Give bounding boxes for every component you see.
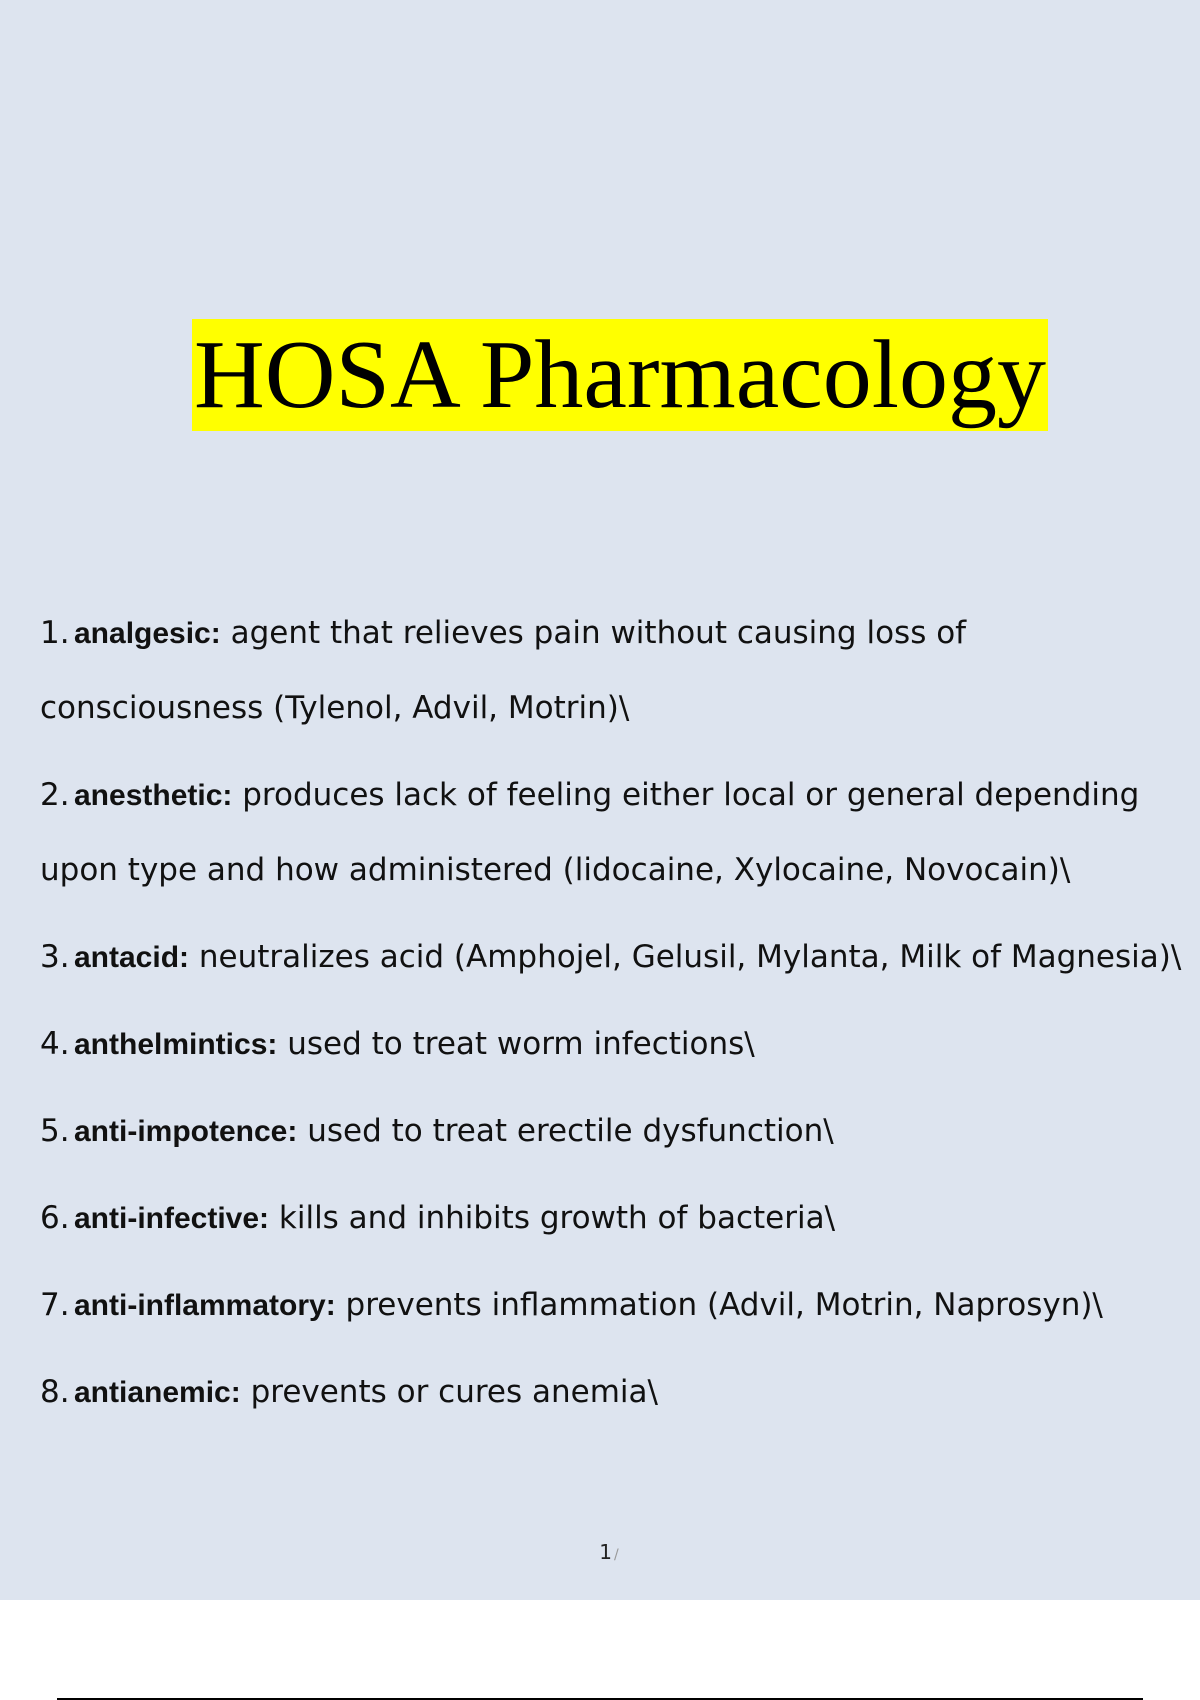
definition-list xyxy=(40,596,1190,1442)
item-number: 4. xyxy=(40,1026,70,1062)
page-number-value: 1 xyxy=(599,1540,612,1564)
item-definition: used to treat erectile dysfunction\ xyxy=(297,1113,834,1149)
item-number: 7. xyxy=(40,1287,70,1323)
list-item xyxy=(40,1268,1190,1343)
item-number: 5. xyxy=(40,1113,70,1149)
item-definition: prevents inflammation (Advil, Motrin, Naprosyn)\ xyxy=(335,1287,1103,1323)
list-item xyxy=(40,1007,1190,1082)
item-number: 1. xyxy=(40,615,70,651)
item-definition: agent that relieves pain without causing loss of consciousness (Tylenol, Advil, Motrin)\ xyxy=(40,615,967,726)
item-definition: kills and inhibits growth of bacteria\ xyxy=(269,1200,836,1236)
item-number: 3. xyxy=(40,939,70,975)
list-item xyxy=(40,596,1190,746)
list-item xyxy=(40,758,1190,908)
list-item xyxy=(40,1094,1190,1169)
title-container xyxy=(0,319,1200,431)
item-term: anthelmintics: xyxy=(74,1028,278,1061)
item-definition: prevents or cures anemia\ xyxy=(240,1374,658,1410)
list-item xyxy=(40,920,1190,995)
item-definition: used to treat worm infections\ xyxy=(277,1026,755,1062)
item-term: anesthetic: xyxy=(74,779,233,812)
list-item xyxy=(40,1355,1190,1430)
item-number: 6. xyxy=(40,1200,70,1236)
document-title: HOSA Pharmacology xyxy=(194,321,1046,429)
page-number xyxy=(0,1540,1200,1564)
item-definition: produces lack of feeling either local or general depending upon type and how administered (lidocaine, Xylocaine, Novocain)\ xyxy=(40,777,1140,888)
item-term: antianemic: xyxy=(74,1376,241,1409)
item-definition: neutralizes acid (Amphojel, Gelusil, Mylanta, Milk of Magnesia)\ xyxy=(189,939,1182,975)
item-number: 8. xyxy=(40,1374,70,1410)
item-term: anti-infective: xyxy=(74,1202,270,1235)
item-term: analgesic: xyxy=(74,617,221,650)
item-term: anti-inflammatory: xyxy=(74,1289,336,1322)
item-term: antacid: xyxy=(74,941,190,974)
item-term: anti-impotence: xyxy=(74,1115,298,1148)
list-item xyxy=(40,1181,1190,1256)
item-number: 2. xyxy=(40,777,70,813)
page-separator: / xyxy=(614,1547,619,1563)
